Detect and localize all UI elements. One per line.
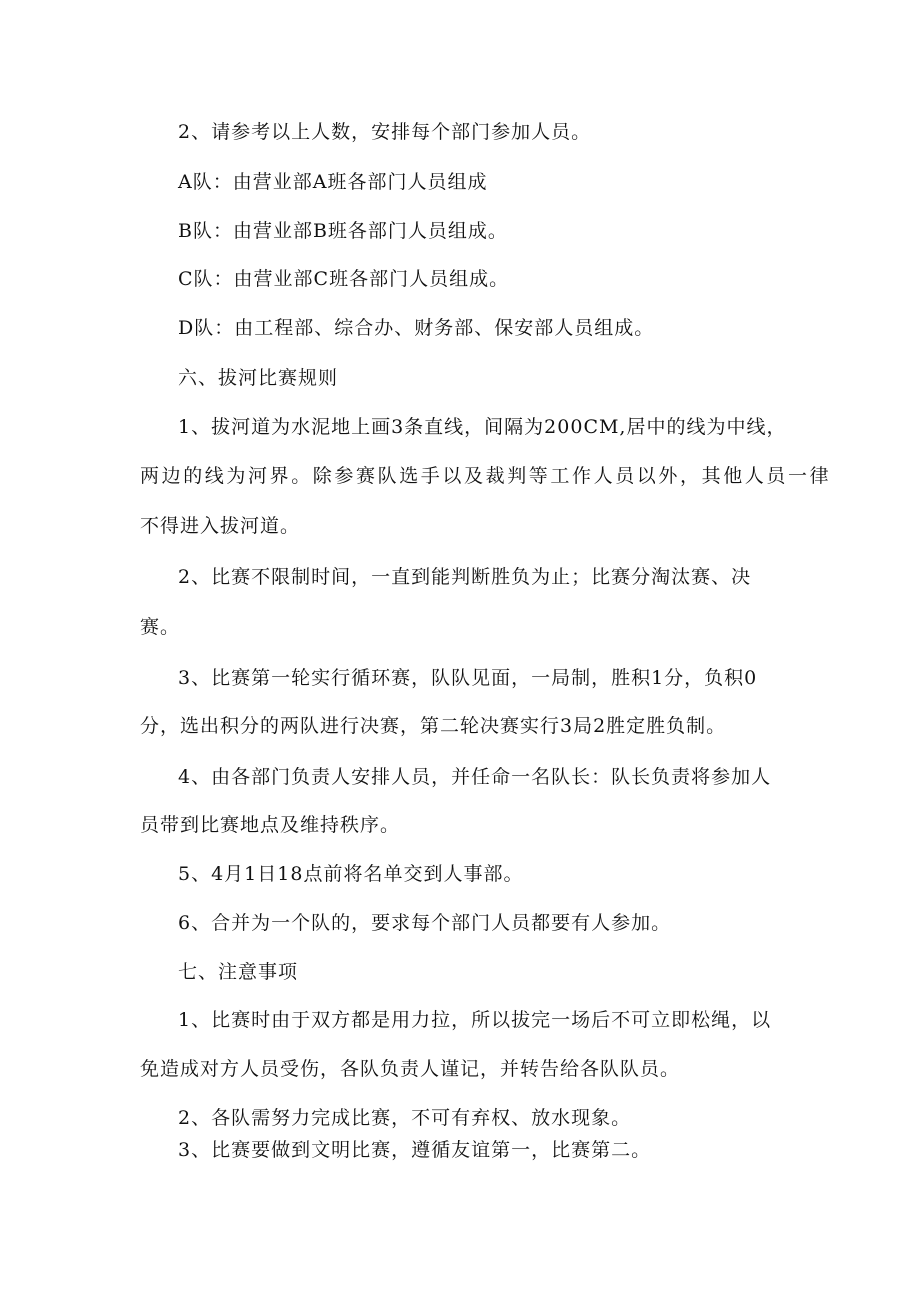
paragraph-line: 1、拔河道为水泥地上画3条直线，间隔为200CM,居中的线为中线， [178, 416, 787, 438]
paragraph-line: B队：由营业部B班各部门人员组成。 [178, 220, 508, 242]
paragraph-line: D队：由工程部、综合办、财务部、保安部人员组成。 [178, 317, 655, 339]
paragraph-line: 5、4月1日18点前将名单交到人事部。 [178, 863, 524, 885]
section-heading: 六、拔河比赛规则 [178, 367, 339, 389]
paragraph-line: A队：由营业部A班各部门人员组成 [178, 171, 488, 193]
paragraph-line: 2、各队需努力完成比赛，不可有弃权、放水现象。 [178, 1107, 632, 1129]
paragraph-line: 2、比赛不限制时间，一直到能判断胜负为止；比赛分淘汰赛、决 [178, 566, 752, 588]
paragraph-line: 赛。 [140, 616, 181, 638]
paragraph-line: 分，选出积分的两队进行决赛，第二轮决赛实行3局2胜定胜负制。 [140, 715, 727, 737]
paragraph-line: 2、请参考以上人数，安排每个部门参加人员。 [178, 121, 592, 143]
paragraph-line: 6、合并为一个队的，要求每个部门人员都要有人参加。 [178, 912, 672, 934]
paragraph-line: 1、比赛时由于双方都是用力拉，所以拔完一场后不可立即松绳，以 [178, 1009, 772, 1031]
paragraph-line: 不得进入拔河道。 [140, 515, 301, 537]
paragraph-line: 3、比赛要做到文明比赛，遵循友谊第一，比赛第二。 [178, 1139, 652, 1161]
paragraph-line: 两边的线为河界。除参赛队选手以及裁判等工作人员以外，其他人员一律 [140, 465, 832, 487]
paragraph-line: C队：由营业部C班各部门人员组成。 [178, 268, 510, 290]
paragraph-line: 免造成对方人员受伤，各队负责人谨记，并转告给各队队员。 [140, 1058, 681, 1080]
paragraph-line: 4、由各部门负责人安排人员，并任命一名队长：队长负责将参加人 [178, 766, 772, 788]
section-heading: 七、注意事项 [178, 961, 299, 983]
paragraph-line: 3、比赛第一轮实行循环赛，队队见面，一局制，胜积1分，负积0 [178, 667, 758, 689]
paragraph-line: 员带到比赛地点及维持秩序。 [140, 814, 401, 836]
